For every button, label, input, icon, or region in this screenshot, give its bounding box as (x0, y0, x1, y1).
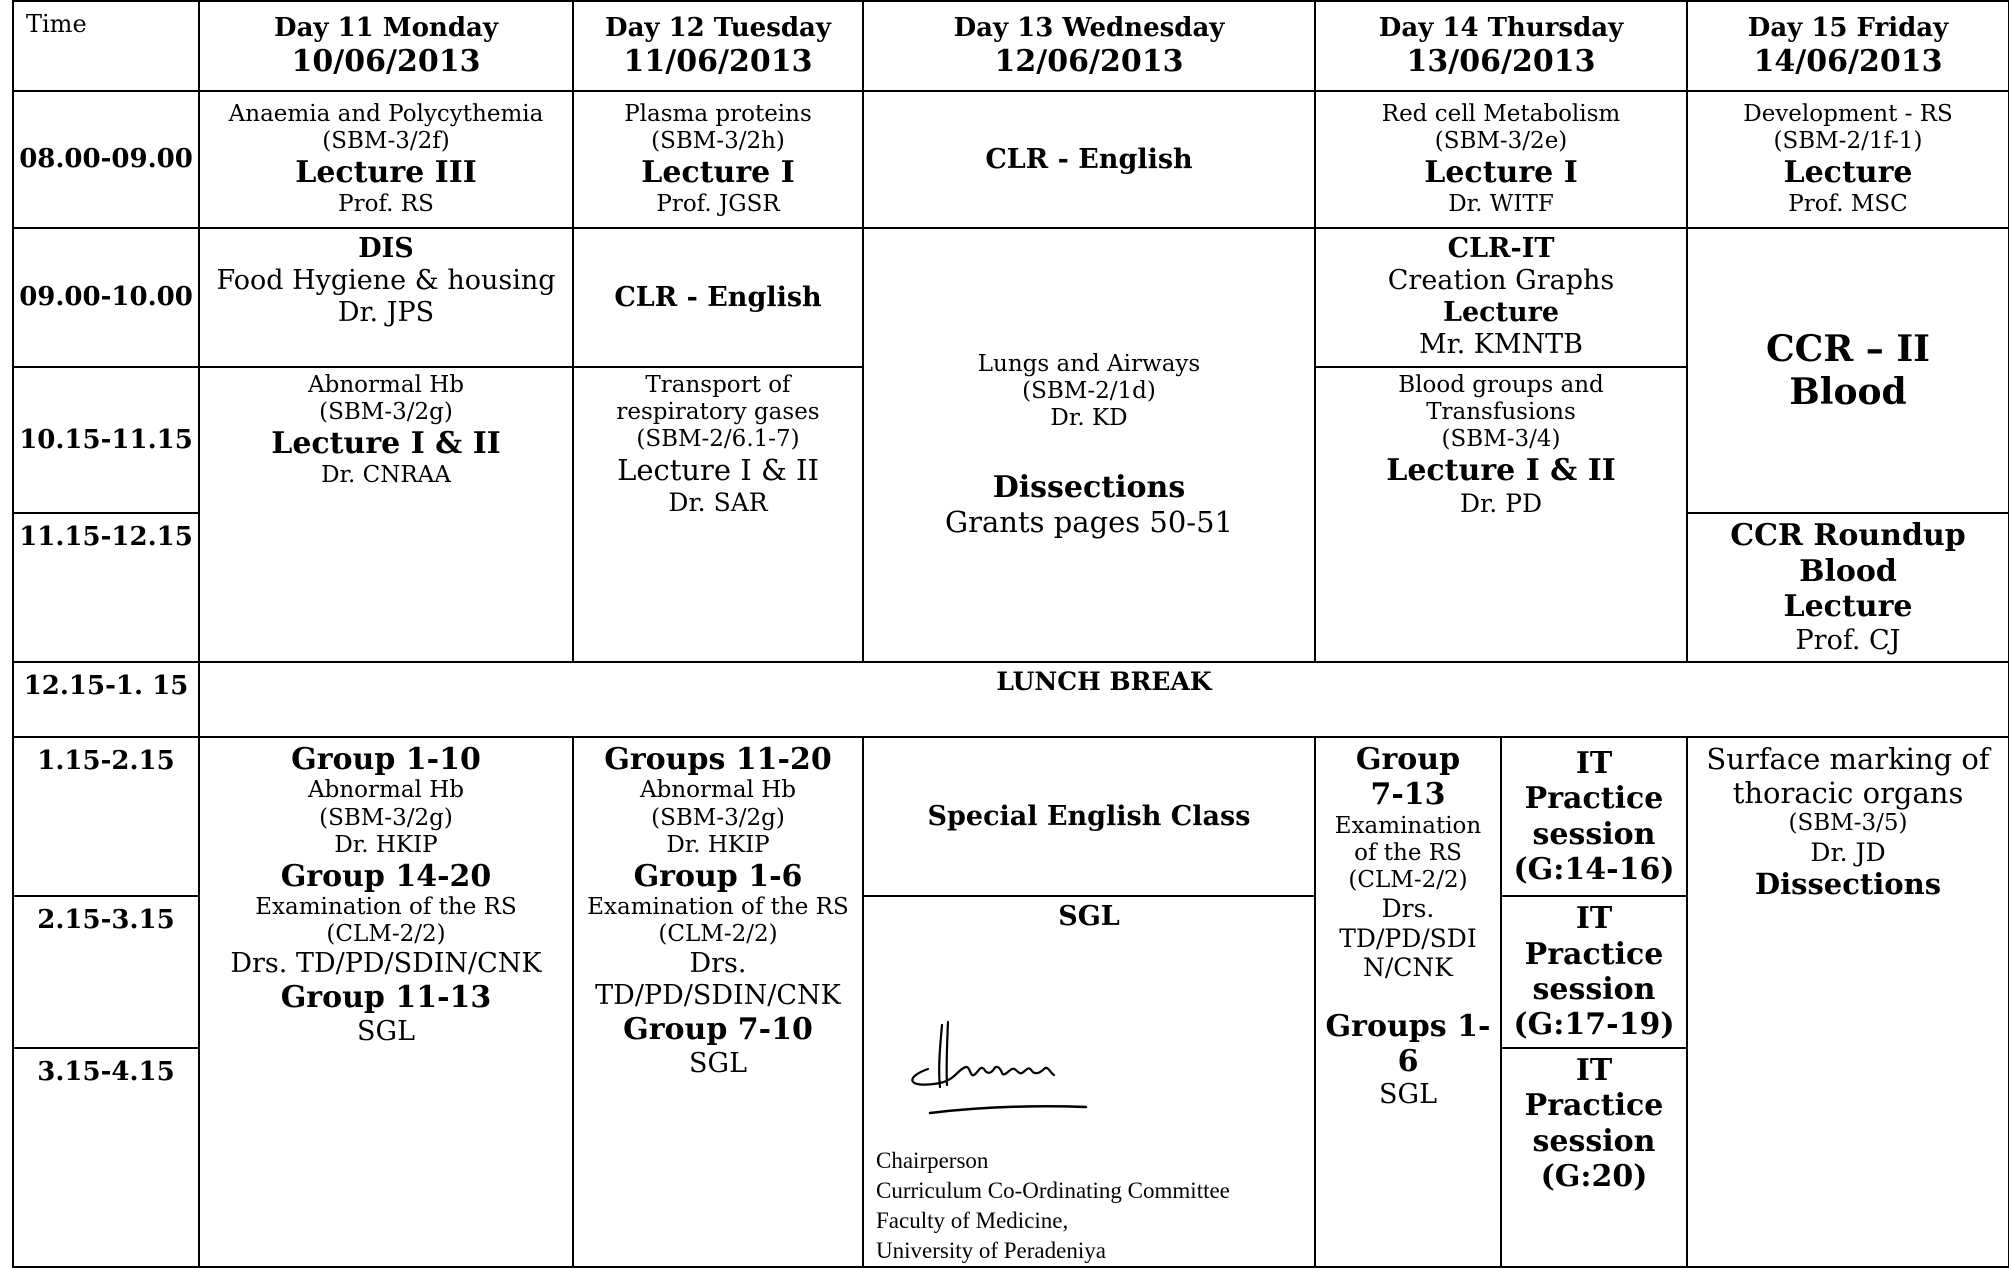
session-cell (573, 228, 863, 367)
session-lecturer: TD/PD/SDI (1339, 923, 1477, 953)
session-title: CLR - English (614, 281, 822, 313)
day-name: Day 14 Thursday (1378, 12, 1624, 43)
session-topic: Anaemia and Polycythemia (228, 101, 544, 128)
session-lecturer: Dr. JPS (337, 296, 435, 328)
session-type: Lecture (1442, 296, 1560, 328)
session-cell (1315, 228, 1687, 367)
day-header-wednesday (863, 1, 1315, 91)
session-cell (199, 367, 573, 662)
session-lecturer: Dr. SAR (668, 487, 768, 517)
session-title: CLR - English (985, 143, 1193, 175)
group-label: Groups 1- (1325, 1008, 1491, 1044)
session-tag: DIS (358, 233, 414, 264)
session-code: (SBM-3/2g) (651, 804, 785, 831)
it-label: Practice (1524, 1088, 1664, 1124)
time-slot: 08.00-09.00 (13, 91, 199, 228)
time-slot: 10.15-11.15 (13, 367, 199, 513)
session-lecturer: Drs. TD/PD/SDIN/CNK (230, 948, 542, 980)
signature-university: University of Peradeniya (876, 1238, 1106, 1263)
it-groups: (G:17-19) (1513, 1007, 1675, 1043)
day-date: 11/06/2013 (623, 43, 813, 79)
session-code: (SBM-3/2e) (1434, 128, 1568, 155)
session-lecturer: N/CNK (1363, 953, 1453, 983)
day-header-tuesday (573, 1, 863, 91)
session-lecturer: Dr. WITF (1448, 190, 1554, 217)
day-date: 10/06/2013 (291, 43, 481, 79)
session-topic: Transport of (645, 372, 791, 398)
session-cell-ccr-roundup (1687, 513, 2009, 662)
session-type: SGL (357, 1015, 415, 1047)
session-subtitle: Blood (1799, 553, 1897, 589)
session-type: Lecture I & II (271, 426, 501, 462)
session-cell-thu-afternoon (1315, 737, 1501, 1267)
session-type: Lecture (1783, 155, 1913, 191)
session-topic: Examination of the RS (587, 894, 849, 921)
session-type: Lecture (1783, 589, 1913, 625)
it-label: IT (1575, 745, 1613, 781)
session-code: (SBM-3/5) (1788, 810, 1908, 837)
group-label: 6 (1397, 1044, 1419, 1080)
session-topic: Lungs and Airways (977, 350, 1201, 377)
session-code: (CLM-2/2) (326, 921, 446, 948)
session-topic: Plasma proteins (624, 101, 812, 128)
session-topic: of the RS (1354, 839, 1462, 866)
it-session-cell (1501, 1048, 1687, 1267)
session-type: Lecture I (641, 155, 795, 191)
session-type: Dissections (992, 469, 1186, 505)
session-topic: Abnormal Hb (640, 777, 796, 804)
session-cell (863, 91, 1315, 228)
session-code: (CLM-2/2) (658, 921, 778, 948)
it-label: Practice (1524, 936, 1664, 972)
session-cell-mon-afternoon (199, 737, 573, 1267)
session-cell (199, 228, 573, 367)
session-lecturer: Dr. JD (1810, 837, 1886, 867)
session-ref: Grants pages 50-51 (944, 505, 1234, 540)
session-cell-fri-afternoon (1687, 737, 2009, 1267)
session-title: CCR Roundup (1730, 518, 1966, 554)
timetable (12, 0, 2009, 1268)
signature-block (876, 1146, 1230, 1266)
it-label: session (1532, 816, 1656, 852)
day-name: Day 13 Wednesday (953, 12, 1225, 43)
it-label: session (1532, 1123, 1656, 1159)
session-topic: Abnormal Hb (308, 777, 464, 804)
session-lecturer: Prof. JGSR (656, 190, 780, 217)
time-slot: 09.00-10.00 (13, 228, 199, 367)
session-lecturer: Dr. KD (1050, 404, 1128, 431)
signature-image (900, 1017, 1090, 1127)
session-cell (1315, 91, 1687, 228)
session-type: SGL (689, 1047, 747, 1079)
day-name: Day 11 Monday (274, 12, 498, 43)
session-code: (SBM-3/2g) (319, 804, 453, 831)
group-label: Group 1-6 (633, 858, 803, 894)
session-title: CCR – II (1766, 328, 1930, 371)
session-cell (1315, 367, 1687, 662)
session-cell-ccr (1687, 228, 2009, 513)
time-slot: 1.15-2.15 (13, 737, 199, 896)
session-lecturer: Prof. RS (338, 190, 434, 217)
session-cell (573, 367, 863, 662)
session-cell-tue-afternoon (573, 737, 863, 1267)
it-label: IT (1575, 1053, 1613, 1088)
it-label: IT (1575, 901, 1613, 937)
session-type: SGL (1379, 1079, 1437, 1111)
signature-committee: Curriculum Co-Ordinating Committee (876, 1178, 1230, 1203)
session-lecturer: Drs. (689, 948, 747, 980)
session-topic: Development - RS (1743, 101, 1953, 128)
time-slot: 12.15-1. 15 (13, 662, 199, 737)
session-type: Lecture III (295, 155, 477, 191)
it-groups: (G:20) (1540, 1159, 1648, 1195)
session-code: (SBM-2/1d) (1022, 377, 1156, 404)
session-cell-lungs (863, 228, 1315, 662)
session-code: (SBM-3/2f) (322, 128, 450, 155)
day-header-monday (199, 1, 573, 91)
session-type: Lecture I & II (1386, 453, 1616, 489)
time-column-header: Time (13, 1, 199, 91)
session-code: (CLM-2/2) (1348, 867, 1468, 894)
session-topic: Creation Graphs (1387, 264, 1615, 296)
it-label: session (1532, 972, 1656, 1007)
group-label: Group 14-20 (280, 858, 492, 894)
signature-title: Chairperson (876, 1148, 989, 1173)
session-lecturer: Dr. PD (1460, 488, 1543, 518)
session-topic: respiratory gases (616, 399, 820, 426)
session-code: (SBM-2/1f-1) (1773, 128, 1923, 155)
sgl-signature-cell (863, 896, 1315, 1267)
session-lecturer: Drs. (1381, 894, 1435, 924)
group-label: Groups 11-20 (604, 742, 832, 777)
day-header-thursday (1315, 1, 1687, 91)
session-code: (SBM-3/2g) (319, 399, 453, 426)
session-cell (1687, 91, 2009, 228)
it-session-cell (1501, 896, 1687, 1048)
session-lecturer: Dr. HKIP (334, 831, 438, 858)
session-code: (SBM-3/2h) (651, 128, 785, 155)
session-topic: thoracic organs (1732, 776, 1964, 811)
session-topic: Surface marking of (1706, 742, 1990, 776)
session-code: (SBM-3/4) (1441, 426, 1561, 453)
session-topic: Transfusions (1426, 399, 1576, 426)
time-slot: 3.15-4.15 (13, 1048, 199, 1267)
group-label: 7-13 (1370, 777, 1446, 813)
day-name: Day 12 Tuesday (605, 12, 831, 43)
it-groups: (G:14-16) (1513, 851, 1675, 887)
session-lecturer: Dr. HKIP (666, 831, 770, 858)
it-session-cell (1501, 737, 1687, 896)
it-label: Practice (1524, 781, 1664, 817)
session-subtitle: Blood (1789, 370, 1907, 413)
group-label: Group 1-10 (291, 742, 481, 777)
session-cell (863, 737, 1315, 896)
session-code: (SBM-2/6.1-7) (636, 426, 800, 453)
session-type: Lecture I (1424, 155, 1578, 191)
signature-faculty: Faculty of Medicine, (876, 1208, 1069, 1233)
day-date: 13/06/2013 (1406, 43, 1596, 79)
group-label: Group 7-10 (623, 1012, 813, 1048)
day-date: 14/06/2013 (1753, 43, 1943, 79)
session-lecturer: Prof. CJ (1795, 624, 1901, 656)
day-header-friday (1687, 1, 2009, 91)
lunch-break: LUNCH BREAK (199, 662, 2009, 737)
session-title: SGL (1058, 901, 1120, 932)
day-date: 12/06/2013 (994, 43, 1184, 79)
session-tag: CLR-IT (1447, 233, 1555, 264)
day-name: Day 15 Friday (1747, 12, 1949, 43)
group-label: Group 11-13 (280, 980, 492, 1016)
session-type: Lecture I & II (617, 453, 819, 488)
session-lecturer: Prof. MSC (1788, 190, 1908, 217)
session-title: Special English Class (927, 800, 1251, 832)
session-topic: Examination of the RS (255, 894, 517, 921)
session-topic: Red cell Metabolism (1381, 101, 1621, 128)
time-slot: 2.15-3.15 (13, 896, 199, 1048)
session-lecturer: Dr. CNRAA (321, 461, 451, 488)
session-cell (199, 91, 573, 228)
session-type: Dissections (1754, 867, 1942, 902)
session-topic: Examination (1334, 812, 1482, 839)
session-topic: Food Hygiene & housing (216, 264, 556, 296)
session-topic: Abnormal Hb (308, 372, 464, 398)
session-topic: Blood groups and (1398, 372, 1604, 398)
time-slot: 11.15-12.15 (13, 513, 199, 662)
group-label: Group (1355, 742, 1461, 777)
session-cell (573, 91, 863, 228)
session-lecturer: Mr. KMNTB (1418, 328, 1584, 360)
session-lecturer: TD/PD/SDIN/CNK (595, 980, 841, 1012)
